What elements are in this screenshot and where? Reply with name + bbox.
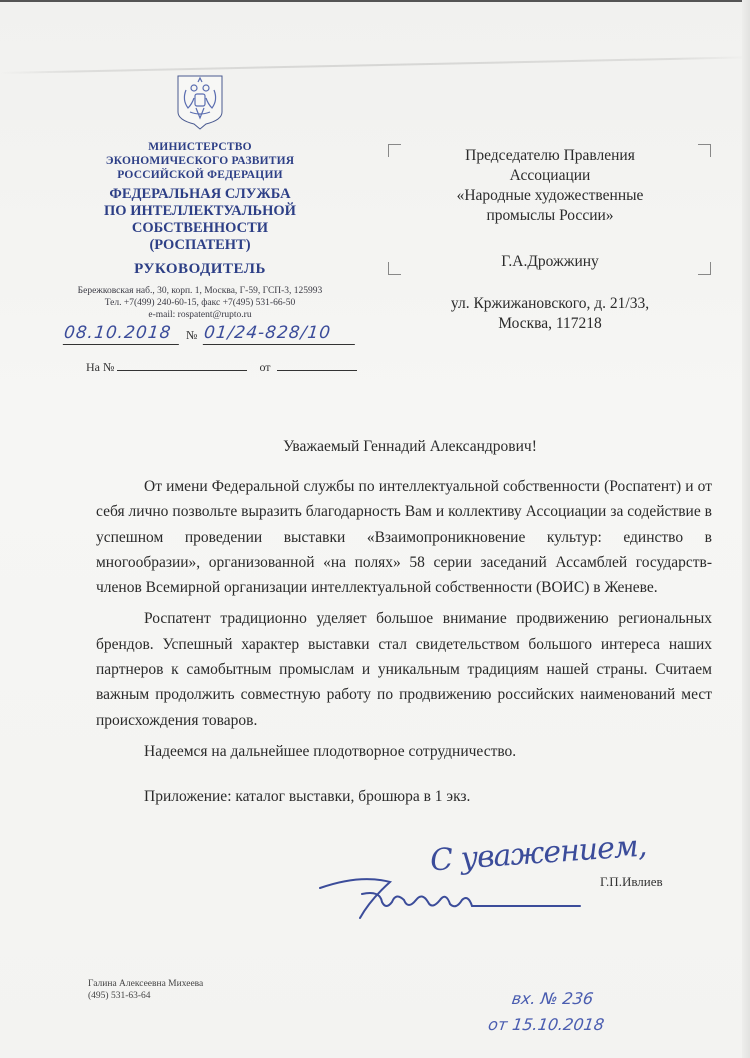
- addressee-address-line: Москва, 117218: [498, 315, 602, 332]
- registration-line: [64, 322, 364, 348]
- executor-name: Галина Алексеевна Михеева: [88, 979, 204, 989]
- incoming-number: вх. № 236: [510, 989, 595, 1008]
- coat-of-arms-icon: [176, 74, 224, 128]
- salutation: Уважаемый Геннадий Александрович!: [283, 438, 537, 455]
- service-line: ПО ИНТЕЛЛЕКТУАЛЬНОЙ: [104, 203, 296, 219]
- sender-phone: Тел. +7(499) 240-60-15, факс +7(495) 531-66-50: [104, 298, 296, 308]
- body-paragraph: Надеемся на дальнейшее плодотворное сотрудничество.: [144, 742, 517, 760]
- sender-email: e-mail: rospatent@rupto.ru: [148, 310, 252, 320]
- paper-top-edge: [0, 0, 750, 2]
- addressee-line: промыслы России»: [486, 207, 614, 224]
- addressee-address-line: ул. Кржижановского, д. 21/33,: [450, 295, 650, 312]
- signature-icon: [300, 860, 590, 930]
- registration-date: 08.10.2018: [63, 322, 181, 345]
- incoming-date: от 15.10.2018: [486, 1015, 606, 1034]
- body-paragraph: Роспатент традиционно уделяет большое внимание продвижению региональных брендов. Успешный характер выставки стал свидетельством большого интереса наших партнеров к самобытным промыслам и уникальным традициям нашей страны. Считаем важным продолжить совместную работу по продвижению российских наименований мест происхождения товаров.: [96, 610, 712, 729]
- registration-number: 01/24-828/10: [203, 322, 357, 345]
- addressee-name: Г.А.Дрожжину: [501, 253, 599, 270]
- paper-fold-line: [0, 56, 750, 74]
- service-name: [60, 186, 340, 254]
- addressee-block: [392, 146, 708, 334]
- reference-from-label: от: [259, 360, 271, 374]
- paper-right-edge: [742, 0, 750, 1058]
- sender-contacts: [60, 285, 340, 321]
- reference-number-blank: [117, 360, 247, 371]
- position-title: РУКОВОДИТЕЛЬ: [134, 261, 266, 277]
- ministry-line: РОССИЙСКОЙ ФЕДЕРАЦИИ: [117, 169, 283, 181]
- body-paragraph: От имени Федеральной службы по интеллектуальной собственности (Роспатент) и от себя лично позвольте выразить благодарность Вам и коллективу Ассоциации за содействие в успешном проведении выставки «Взаимопроникновение культур: единство в многообразии», организованной «на полях» 58 серии заседаний Ассамблей государств-членов Всемирной организации интеллектуальной собственности (ВОИС) в Женеве.: [96, 478, 712, 597]
- reference-date-blank: [277, 360, 357, 371]
- ministry-line: МИНИСТЕРСТВО: [148, 141, 252, 153]
- addressee-line: «Народные художественные: [456, 187, 644, 204]
- addressee-line: Ассоциации: [509, 167, 591, 184]
- ministry-name: [60, 140, 340, 182]
- service-line: СОБСТВЕННОСТИ: [131, 220, 269, 236]
- number-label: №: [186, 328, 198, 342]
- addressee-line: Председателю Правления: [465, 147, 635, 164]
- executor-phone: (495) 531-63-64: [88, 991, 151, 1001]
- attachment-note: Приложение: каталог выставки, брошюра в 1 экз.: [144, 788, 471, 806]
- reference-label: На №: [86, 360, 115, 374]
- letterhead: [60, 74, 340, 321]
- service-line: ФЕДЕРАЛЬНАЯ СЛУЖБА: [109, 186, 291, 202]
- incoming-registration-note: [486, 986, 609, 1038]
- executor-info: [88, 978, 203, 1002]
- service-line: (РОСПАТЕНТ): [149, 237, 251, 253]
- letter-body: [96, 474, 712, 816]
- sender-address: Бережковская наб., 30, корп. 1, Москва, Г-59, ГСП-3, 125993: [77, 286, 323, 296]
- reference-line: [86, 360, 366, 375]
- ministry-line: ЭКОНОМИЧЕСКОГО РАЗВИТИЯ: [105, 155, 295, 167]
- signer-name: Г.П.Ивлиев: [600, 874, 663, 889]
- handwritten-closing: С уважением,: [429, 828, 648, 879]
